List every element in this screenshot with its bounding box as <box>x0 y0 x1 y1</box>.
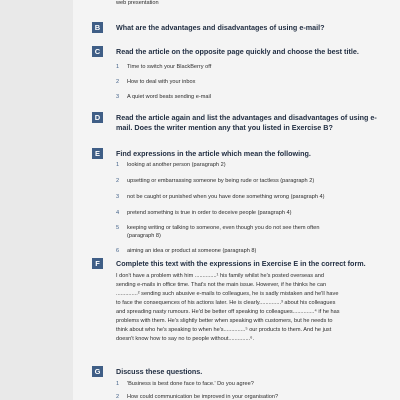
section-letter-c: C <box>92 46 103 57</box>
text-line: I don't have a problem with him ..............¹ his family whilst he's posted overseas and <box>116 273 324 279</box>
gap-fill-text <box>116 272 388 344</box>
section-letter-e: E <box>92 148 103 159</box>
question-b: What are the advantages and disadvantages of using e-mail? <box>116 23 325 32</box>
section-letter-f: F <box>92 258 103 269</box>
text-line: ..............² sending such abusive e-mails to colleagues, he is sadly mistaken and he'll have <box>116 291 339 297</box>
text-line: sending e-mails in office time. That's not the main issue. However, if he thinks he can <box>116 282 327 288</box>
text-line: problems with them. He's slightly better when speaking with customers, but he needs to <box>116 318 333 324</box>
text-line: doesn't know how to say no to people without..............⁶. <box>116 336 255 342</box>
question-g: Discuss these questions. <box>116 367 203 376</box>
text-line: and spreading nasty rumours. He'd be better off speaking to colleagues..............⁴ if he has <box>116 309 340 315</box>
question-f: Complete this text with the expressions in Exercise E in the correct form. <box>116 259 366 268</box>
header-text: web presentation <box>116 0 159 6</box>
section-letter-g: G <box>92 366 103 377</box>
question-c: Read the article on the opposite page quickly and choose the best title. <box>116 47 359 56</box>
section-letter-b: B <box>92 22 103 33</box>
text-line: to face the consequences of his actions later. He is clearly..............³ about his colleagues <box>116 300 336 306</box>
question-e: Find expressions in the article which mean the following. <box>116 149 311 158</box>
question-d: Read the article again and list the advantages and disadvantages of using e-mail. Does the writer mention any that you listed in Exercise B? <box>116 113 377 132</box>
section-letter-d: D <box>92 112 103 123</box>
text-line: think about who he's speaking to when he's..............⁵ our products to them. And he just <box>116 327 332 333</box>
textbook-page: web presentation B What are the advantages and disadvantages of using e-mail? C Read the article on the opposite page quickly and choose the best title. 1 Time to switch your BlackBerry off 2 How to deal with your inbox 3 A quiet word beats sending e-mail D Read the article again and list the advantages and disadvantages of using e-mail. Does the writer mention any that you listed in Exercise B? E Find expressions in the article which mean the following. 1 looking at another person (paragraph 2) 2 upsetting or embarrassing someone by being rude or tactless (paragraph 2) 3 not be caught or punished when you have done something wrong (paragraph 4) 4 pretend something is true in order to deceive people (paragraph 4) 5 keeping writing or talking to someone, even though you do not see them often (paragraph 8) 6 aiming an idea or product at someone (paragraph 8) F Complete this text with the expressions in Exercise E in the correct form. I don't have a problem with him ..............¹ his family whilst he's posted overseas and sending e-mails in office time. That's not the main issue. However, if he thinks he can ..............² sending such abusive e-mails to colleagues, he is sadly mistaken and he'll have to face the consequences of his actions later. He is clearly..............³ about his colleagues and spreading nasty rumours. He'd be better off speaking to colleagues..............⁴ if he has problems with them. He's slightly better when speaking with customers, but he needs to think about who he's speaking to when he's..............⁵ our products to them. And he just doesn't know how to say no to people without..............⁶. G Discuss these questions. 1 'Business is best done face to face.' Do you agree? 2 How could communication be improved in your organisation? <box>73 0 400 400</box>
